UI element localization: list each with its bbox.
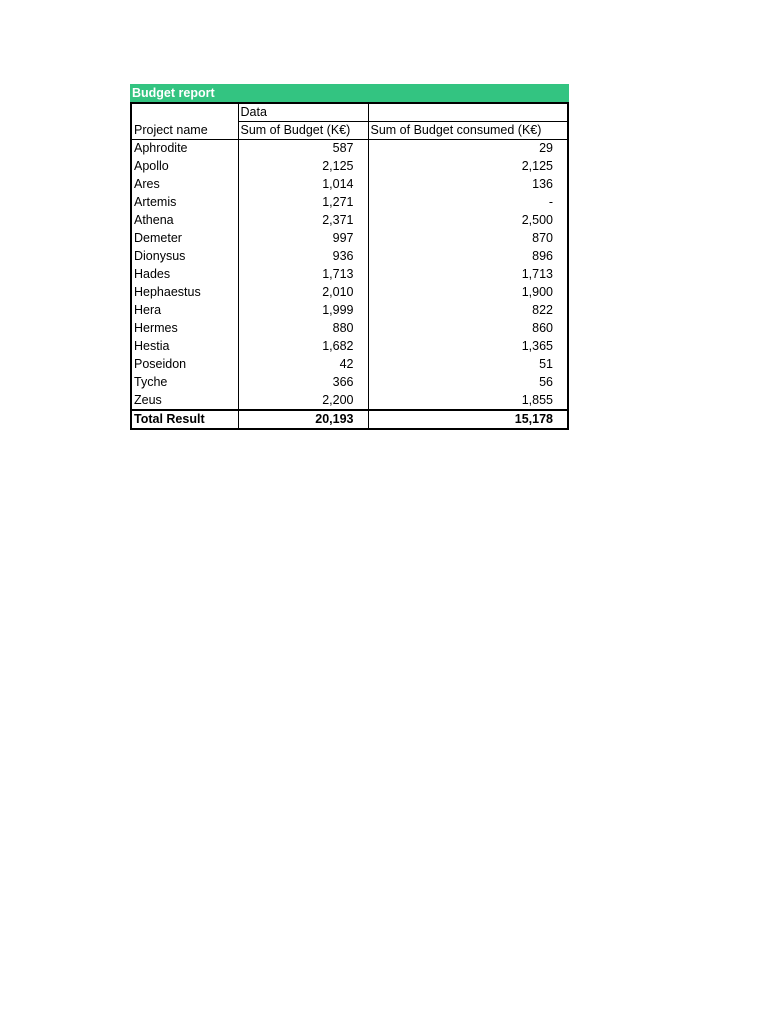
consumed-cell: 29 (539, 141, 553, 156)
budget-cell: 366 (238, 374, 368, 392)
budget-cell: 1,271 (238, 194, 368, 212)
total-consumed-cell: 15,178 (368, 410, 568, 429)
table-row (131, 374, 568, 392)
report-title: Budget report (130, 84, 569, 102)
project-name-cell: Hermes (131, 320, 238, 338)
project-name-cell: Athena (131, 212, 238, 230)
data-header-row (131, 103, 568, 122)
consumed-cell: 2,500 (521, 213, 553, 227)
table-row (131, 140, 568, 158)
column-header-budget: Sum of Budget (K€) (238, 122, 368, 140)
consumed-cell: 860 (532, 321, 553, 335)
table-row (131, 356, 568, 374)
consumed-cell: 1,900 (521, 285, 553, 299)
consumed-cell: 136 (532, 177, 553, 191)
project-name-cell: Artemis (131, 194, 238, 212)
project-name-cell: Hephaestus (131, 284, 238, 302)
budget-report-sheet (130, 84, 569, 430)
empty-corner-cell (131, 103, 238, 122)
consumed-cell: - (548, 195, 553, 209)
project-name-cell: Hestia (131, 338, 238, 356)
project-name-cell: Poseidon (131, 356, 238, 374)
consumed-cell: 1,713 (521, 267, 553, 281)
consumed-cell: 1,365 (521, 339, 553, 353)
budget-cell: 2,371 (238, 212, 368, 230)
consumed-cell: 51 (539, 357, 553, 371)
consumed-cell: 1,855 (521, 392, 553, 407)
budget-cell: 2,125 (238, 158, 368, 176)
consumed-cell: 870 (532, 231, 553, 245)
consumed-cell: 896 (532, 249, 553, 263)
budget-cell: 997 (238, 230, 368, 248)
project-name-cell: Apollo (131, 158, 238, 176)
budget-cell: 587 (238, 140, 368, 158)
consumed-cell: 2,125 (521, 159, 553, 173)
column-header-consumed: Sum of Budget consumed (K€) (368, 122, 568, 140)
consumed-cell: 56 (539, 375, 553, 389)
project-name-cell: Demeter (131, 230, 238, 248)
budget-cell: 42 (238, 356, 368, 374)
budget-cell: 2,200 (238, 392, 368, 410)
column-header-project: Project name (131, 122, 238, 140)
budget-cell: 1,014 (238, 176, 368, 194)
table-row (131, 176, 568, 194)
table-row (131, 320, 568, 338)
table-row (131, 230, 568, 248)
budget-cell: 936 (238, 248, 368, 266)
table-row (131, 392, 568, 410)
project-name-cell: Tyche (131, 374, 238, 392)
empty-header-cell (368, 103, 568, 122)
project-name-cell: Hera (131, 302, 238, 320)
column-header-row (131, 122, 568, 140)
budget-cell: 2,010 (238, 284, 368, 302)
table-row (131, 194, 568, 212)
budget-cell: 880 (238, 320, 368, 338)
table-row (131, 248, 568, 266)
table-row (131, 158, 568, 176)
total-row (131, 410, 568, 429)
project-name-cell: Dionysus (131, 248, 238, 266)
total-budget-cell: 20,193 (238, 410, 368, 429)
project-name-cell: Hades (131, 266, 238, 284)
pivot-table (130, 102, 569, 430)
project-name-cell: Zeus (131, 392, 238, 410)
budget-cell: 1,999 (238, 302, 368, 320)
table-row (131, 284, 568, 302)
table-row (131, 266, 568, 284)
project-name-cell: Ares (131, 176, 238, 194)
total-label-cell: Total Result (131, 410, 238, 429)
table-row (131, 302, 568, 320)
consumed-cell: 822 (532, 303, 553, 317)
table-row (131, 338, 568, 356)
data-header-cell: Data (238, 103, 368, 122)
budget-cell: 1,682 (238, 338, 368, 356)
budget-cell: 1,713 (238, 266, 368, 284)
table-row (131, 212, 568, 230)
project-name-cell: Aphrodite (131, 140, 238, 158)
